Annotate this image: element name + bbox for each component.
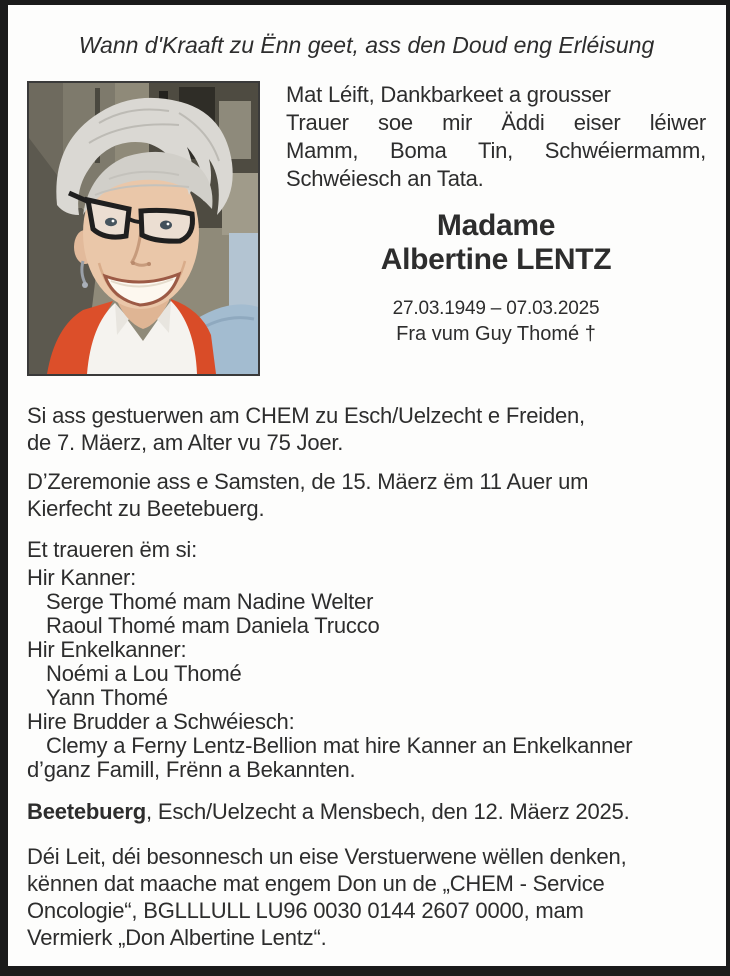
text-line: Mamm, Boma Tin, Schwéiermamm,	[286, 138, 706, 163]
text-line: Hir Enkelkanner:	[27, 637, 187, 662]
closing-rest: , Esch/Uelzecht a Mensbech, den 12. Mäerz 2025.	[146, 799, 630, 824]
epigraph: Wann d'Kraaft zu Ënn geet, ass den Doud eng Erléisung	[78, 32, 655, 58]
mourners-list	[27, 566, 706, 782]
text-line: kënnen dat maache mat engem Don un de „CHEM - Service	[27, 871, 605, 896]
mourners-heading: Et traueren ëm si:	[27, 537, 198, 562]
name-block	[286, 209, 706, 277]
text-line: Noémi a Lou Thomé	[46, 661, 242, 686]
closing-line	[27, 798, 706, 825]
text-line: D’Zeremonie ass e Samsten, de 15. Mäerz ëm 11 Auer um	[27, 469, 589, 494]
text-line: Yann Thomé	[46, 685, 168, 710]
text-line: Trauer soe mir Äddi eiser léiwer	[286, 110, 706, 135]
honorific: Madame	[436, 209, 556, 242]
deceased-name: Albertine LENTZ	[380, 243, 612, 276]
death-announcement	[27, 402, 706, 456]
text-line: Hire Brudder a Schwéiesch:	[27, 709, 295, 734]
notice-body	[27, 402, 706, 951]
intro-paragraph	[286, 81, 706, 193]
portrait-illustration	[29, 83, 258, 374]
text-line: Kierfecht zu Beetebuerg.	[27, 496, 265, 521]
text-line: Déi Leit, déi besonnesch un eise Verstuerwene wëllen denken,	[27, 844, 627, 869]
donation-paragraph	[27, 843, 706, 951]
text-line: Si ass gestuerwen am CHEM zu Esch/Uelzecht e Freiden,	[27, 403, 585, 428]
ceremony-info	[27, 468, 706, 522]
text-line: Vermierk „Don Albertine Lentz“.	[27, 925, 327, 950]
text-line: d’ganz Famill, Frënn a Bekannten.	[27, 757, 356, 782]
text-line: Serge Thomé mam Nadine Welter	[46, 589, 374, 614]
text-line: Schwéiesch an Tata.	[286, 166, 484, 191]
text-line: Oncologie“, BGLLLULL LU96 0030 0144 2607 0000, mam	[27, 898, 584, 923]
text-line: Hir Kanner:	[27, 565, 137, 590]
spouse-line: Fra vum Guy Thomé †	[396, 323, 596, 345]
text-line: Clemy a Ferny Lentz-Bellion mat hire Kanner an Enkelkanner	[46, 733, 633, 758]
portrait-photo	[27, 81, 260, 376]
header-text-column	[286, 81, 706, 347]
closing-place: Beetebuerg	[27, 799, 147, 824]
header-row	[27, 81, 706, 376]
text-line: Mat Léift, Dankbarkeet a grousser	[286, 82, 611, 107]
text-line: de 7. Mäerz, am Alter vu 75 Joer.	[27, 430, 344, 455]
life-dates: 27.03.1949 – 07.03.2025	[392, 298, 600, 319]
text-line: Raoul Thomé mam Daniela Trucco	[46, 613, 380, 638]
